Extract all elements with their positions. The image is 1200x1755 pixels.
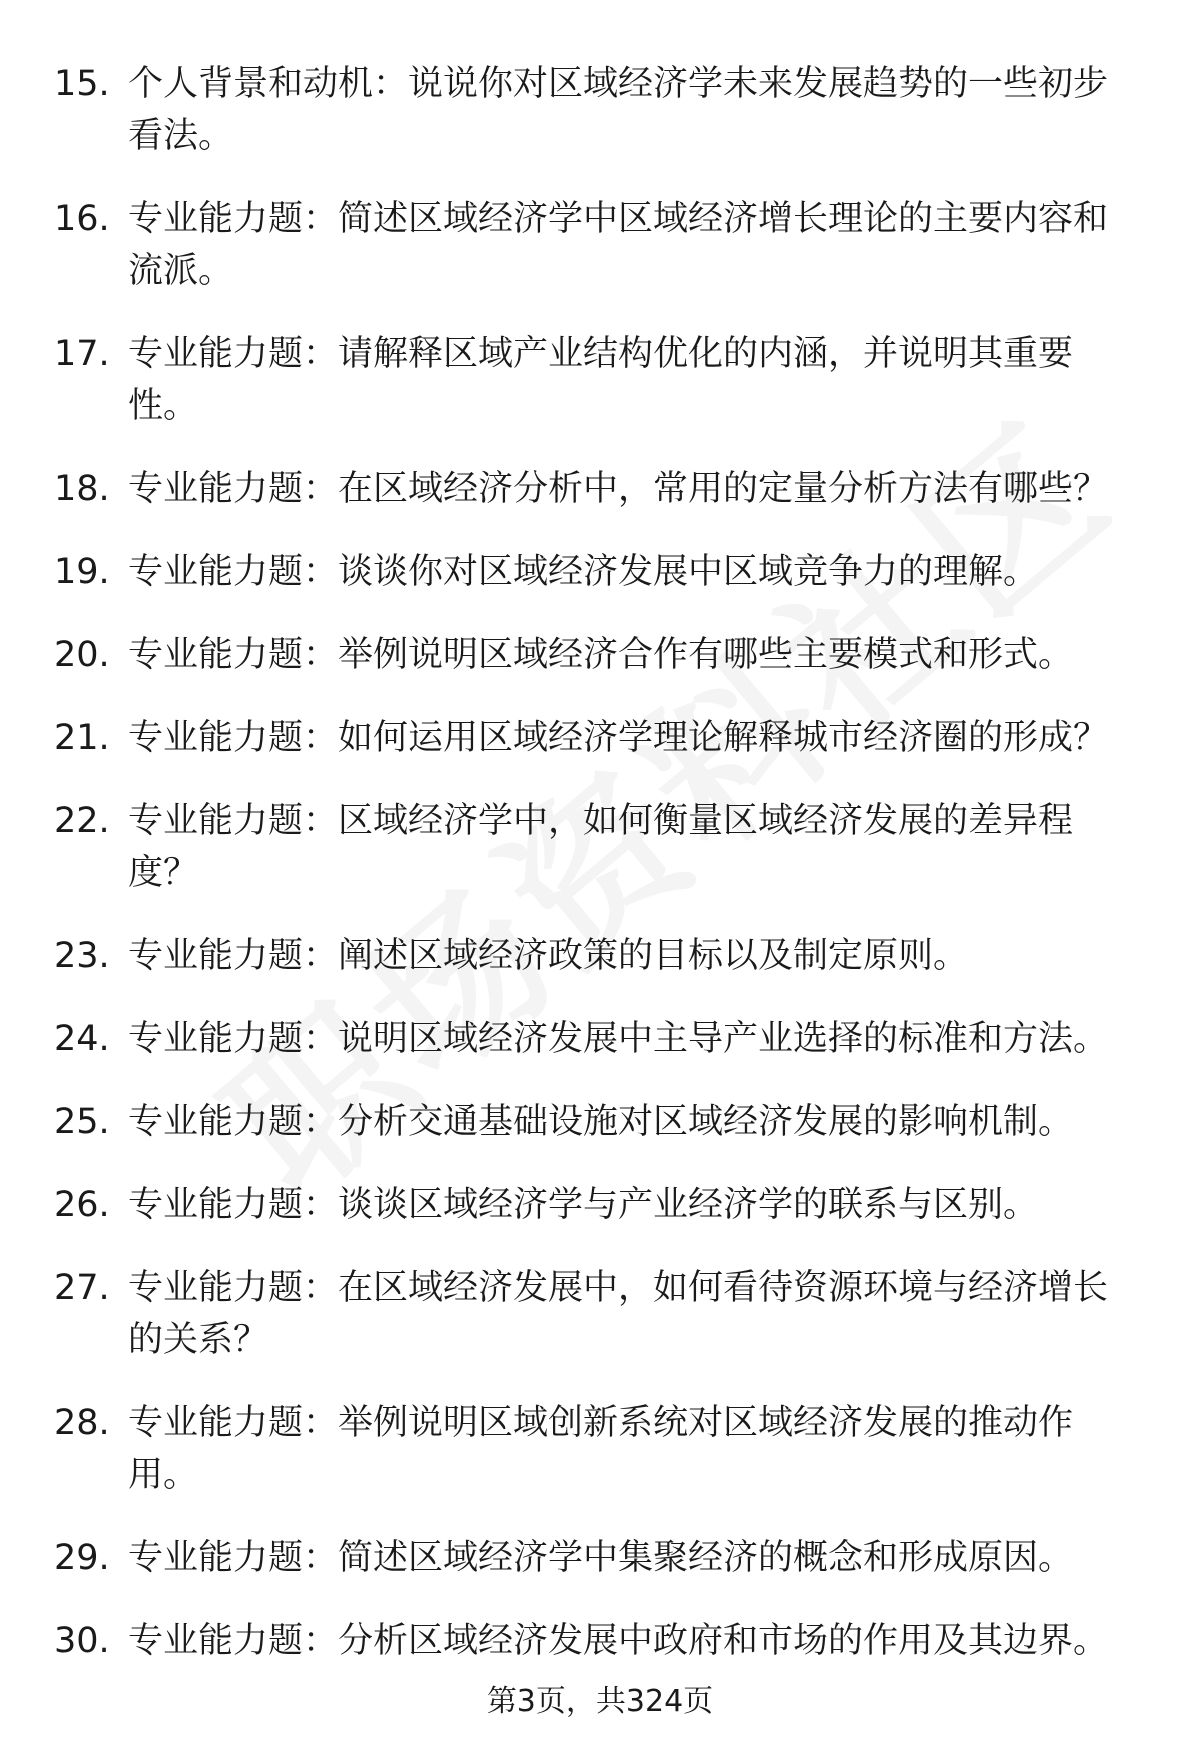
question-text: 专业能力题：在区域经济分析中，常用的定量分析方法有哪些？ [128,469,1109,509]
question-text: 专业能力题：说明区域经济发展中主导产业选择的标准和方法。 [128,1019,1109,1059]
list-item [0,328,1200,432]
list-item [0,1615,1200,1667]
question-number: 25. [54,1102,110,1142]
question-text: 专业能力题：阐述区域经济政策的目标以及制定原则。 [128,936,969,976]
list-item [0,546,1200,598]
list-item [0,629,1200,681]
list-item [0,1532,1200,1584]
question-text: 专业能力题：举例说明区域创新系统对区域经济发展的推动作用。 [128,1403,1074,1495]
question-text: 专业能力题：区域经济学中，如何衡量区域经济发展的差异程度？ [128,801,1074,893]
list-item [0,58,1200,162]
page-number: 第3页，共324页 [486,1684,714,1719]
question-number: 28. [54,1403,110,1443]
list-item [0,193,1200,297]
list-item [0,1397,1200,1501]
question-text: 个人背景和动机：说说你对区域经济学未来发展趋势的一些初步看法。 [128,64,1109,156]
question-list [0,58,1200,1698]
question-text: 专业能力题：分析区域经济发展中政府和市场的作用及其边界。 [128,1621,1109,1661]
question-number: 15. [54,64,110,104]
list-item [0,1013,1200,1065]
question-text: 专业能力题：如何运用区域经济学理论解释城市经济圈的形成？ [128,718,1109,758]
question-text: 专业能力题：简述区域经济学中区域经济增长理论的主要内容和流派。 [128,199,1109,291]
question-number: 19. [54,552,110,592]
question-number: 30. [54,1621,110,1661]
list-item [0,1096,1200,1148]
question-text: 专业能力题：简述区域经济学中集聚经济的概念和形成原因。 [128,1538,1074,1578]
question-number: 26. [54,1185,110,1225]
question-number: 24. [54,1019,110,1059]
question-number: 23. [54,936,110,976]
list-item [0,795,1200,899]
question-text: 专业能力题：分析交通基础设施对区域经济发展的影响机制。 [128,1102,1074,1142]
list-item [0,930,1200,982]
question-number: 29. [54,1538,110,1578]
list-item [0,1262,1200,1366]
question-text: 专业能力题：请解释区域产业结构优化的内涵，并说明其重要性。 [128,334,1074,426]
list-item [0,1179,1200,1231]
list-item [0,463,1200,515]
question-number: 22. [54,801,110,841]
question-number: 17. [54,334,110,374]
list-item [0,712,1200,764]
question-text: 专业能力题：举例说明区域经济合作有哪些主要模式和形式。 [128,635,1074,675]
question-text: 专业能力题：谈谈区域经济学与产业经济学的联系与区别。 [128,1185,1039,1225]
question-text: 专业能力题：谈谈你对区域经济发展中区域竞争力的理解。 [128,552,1039,592]
question-number: 18. [54,469,110,509]
question-number: 16. [54,199,110,239]
question-text: 专业能力题：在区域经济发展中，如何看待资源环境与经济增长的关系？ [128,1268,1109,1360]
question-number: 27. [54,1268,110,1308]
question-number: 20. [54,635,110,675]
question-number: 21. [54,718,110,758]
